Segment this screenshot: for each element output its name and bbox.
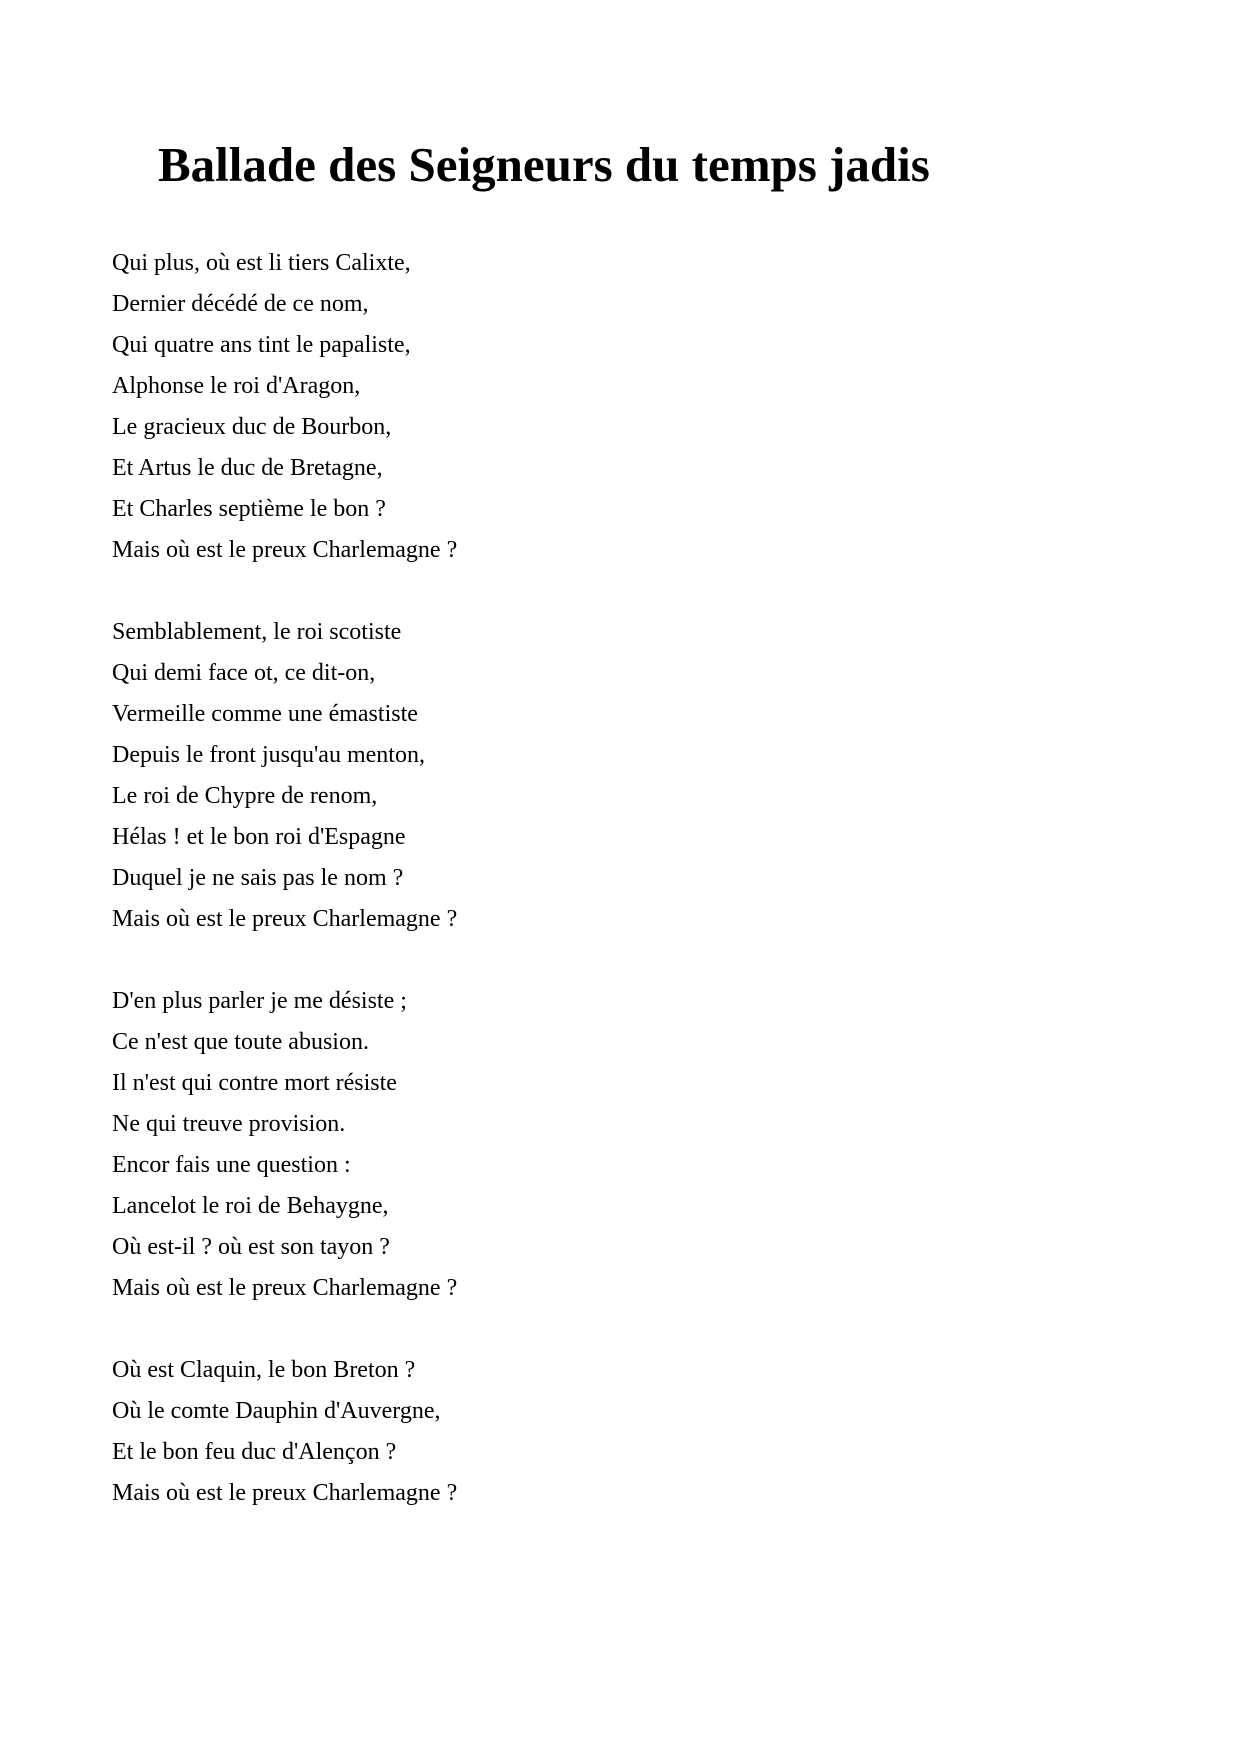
stanza-1 <box>112 243 812 571</box>
refrain-line: Mais où est le preux Charlemagne ? <box>112 1275 458 1301</box>
verse-line: Il n'est qui contre mort résiste <box>112 1070 397 1096</box>
verse-line: Depuis le front jusqu'au menton, <box>112 742 425 768</box>
verse-line: Alphonse le roi d'Aragon, <box>112 373 361 399</box>
verse-line: Qui demi face ot, ce dit-on, <box>112 660 376 686</box>
verse-line: Où est Claquin, le bon Breton ? <box>112 1357 416 1383</box>
verse-line: Semblablement, le roi scotiste <box>112 619 402 645</box>
envoi-stanza <box>112 1350 812 1514</box>
poem-body <box>112 243 812 1555</box>
verse-line: Lancelot le roi de Behaygne, <box>112 1193 389 1219</box>
verse-line: Et le bon feu duc d'Alençon ? <box>112 1439 397 1465</box>
verse-line: Ne qui treuve provision. <box>112 1111 346 1137</box>
verse-line: Le roi de Chypre de renom, <box>112 783 378 809</box>
verse-line: D'en plus parler je me désiste ; <box>112 988 407 1014</box>
poem-title: Ballade des Seigneurs du temps jadis <box>158 137 930 192</box>
stanza-2 <box>112 612 812 940</box>
verse-line: Duquel je ne sais pas le nom ? <box>112 865 404 891</box>
refrain-line: Mais où est le preux Charlemagne ? <box>112 537 458 563</box>
verse-line: Qui quatre ans tint le papaliste, <box>112 332 411 358</box>
verse-line: Encor fais une question : <box>112 1152 351 1178</box>
verse-line: Et Charles septième le bon ? <box>112 496 386 522</box>
verse-line: Dernier décédé de ce nom, <box>112 291 369 317</box>
stanza-3 <box>112 981 812 1309</box>
verse-line: Vermeille comme une émastiste <box>112 701 418 727</box>
verse-line: Et Artus le duc de Bretagne, <box>112 455 383 481</box>
verse-line: Où le comte Dauphin d'Auvergne, <box>112 1398 441 1424</box>
verse-line: Le gracieux duc de Bourbon, <box>112 414 392 440</box>
refrain-line: Mais où est le preux Charlemagne ? <box>112 906 458 932</box>
verse-line: Où est-il ? où est son tayon ? <box>112 1234 390 1260</box>
refrain-line: Mais où est le preux Charlemagne ? <box>112 1480 458 1506</box>
verse-line: Qui plus, où est li tiers Calixte, <box>112 250 411 276</box>
verse-line: Ce n'est que toute abusion. <box>112 1029 369 1055</box>
verse-line: Hélas ! et le bon roi d'Espagne <box>112 824 406 850</box>
